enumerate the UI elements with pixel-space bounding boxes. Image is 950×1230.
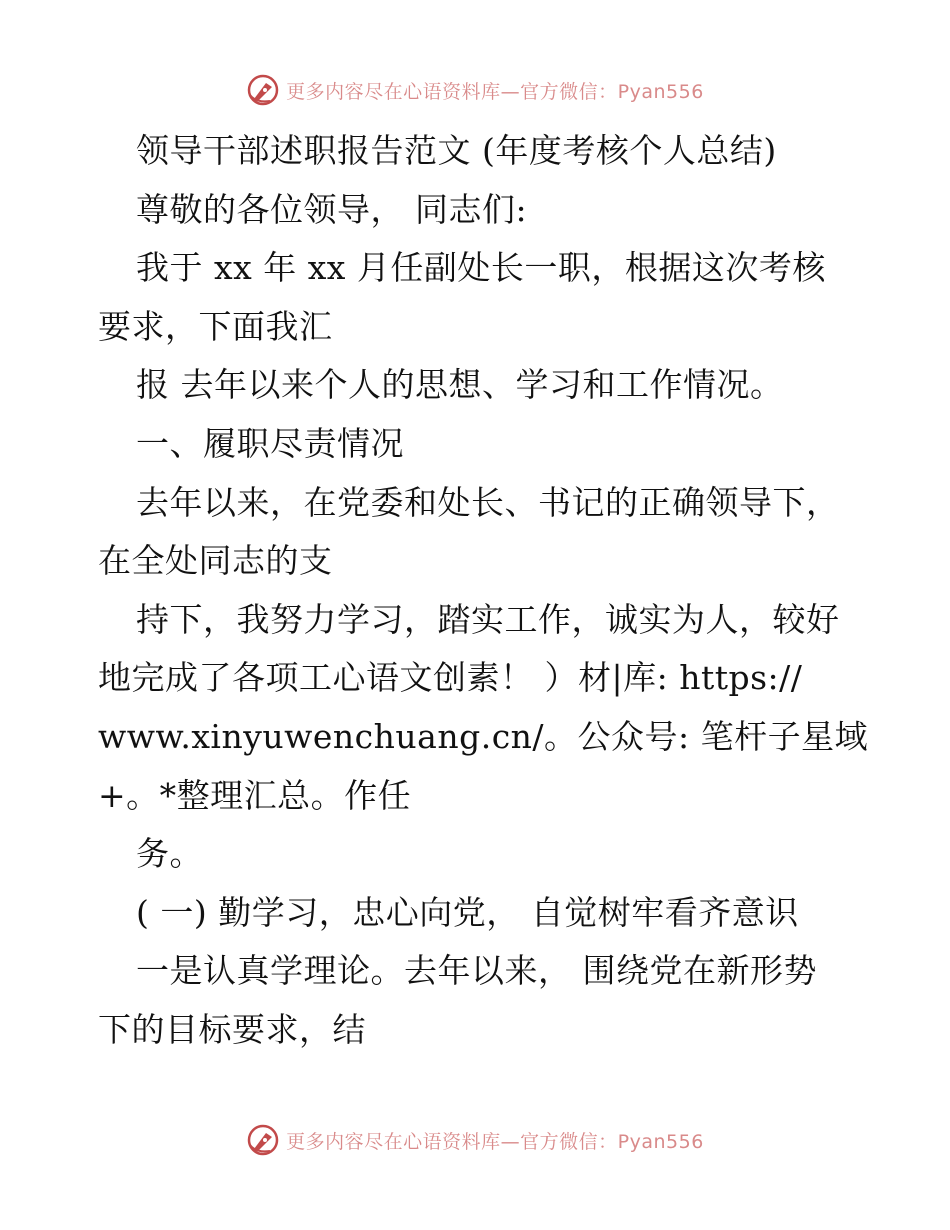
doc-line: 一、履职尽责情况 xyxy=(136,423,404,463)
footer-watermark xyxy=(0,1120,950,1160)
doc-line: 在全处同志的支 xyxy=(98,541,333,581)
doc-line: 持下，我努力学习，踏实工作，诚实为人，较好 xyxy=(136,599,840,639)
pen-nib-logo-icon xyxy=(246,73,280,107)
doc-line: 一是认真学理论。去年以来， 围绕党在新形势 xyxy=(136,951,817,991)
doc-line: 报 去年以来个人的思想、学习和工作情况。 xyxy=(136,365,784,405)
doc-line: ( 一) 勤学习，忠心向党， 自觉树牢看齐意识 xyxy=(136,892,799,932)
doc-line: 要求，下面我汇 xyxy=(98,306,333,346)
doc-line: 领导干部述职报告范文 (年度考核个人总结) xyxy=(136,131,777,170)
doc-line: 地完成了各项工心语文创素！ ）材|库: https:// xyxy=(98,658,803,698)
watermark-text: 更多内容尽在心语资料库—官方微信：Pyan556 xyxy=(286,80,704,103)
doc-line: 我于 xx 年 xx 月任副处长一职，根据这次考核 xyxy=(136,248,826,288)
doc-line: 尊敬的各位领导， 同志们: xyxy=(136,189,528,229)
doc-line: +。*整理汇总。作任 xyxy=(98,775,412,815)
watermark-text: 更多内容尽在心语资料库—官方微信：Pyan556 xyxy=(286,1130,704,1153)
doc-line: 务。 xyxy=(136,834,203,874)
doc-line: 去年以来，在党委和处长、书记的正确领导下， xyxy=(136,482,840,522)
header-watermark xyxy=(0,70,950,110)
doc-line: www.xinyuwenchuang.cn/。公众号: 笔杆子星域 xyxy=(98,716,869,756)
pen-nib-logo-icon xyxy=(246,1123,280,1157)
document-body xyxy=(98,122,869,1060)
doc-line: 下的目标要求，结 xyxy=(98,1009,366,1049)
